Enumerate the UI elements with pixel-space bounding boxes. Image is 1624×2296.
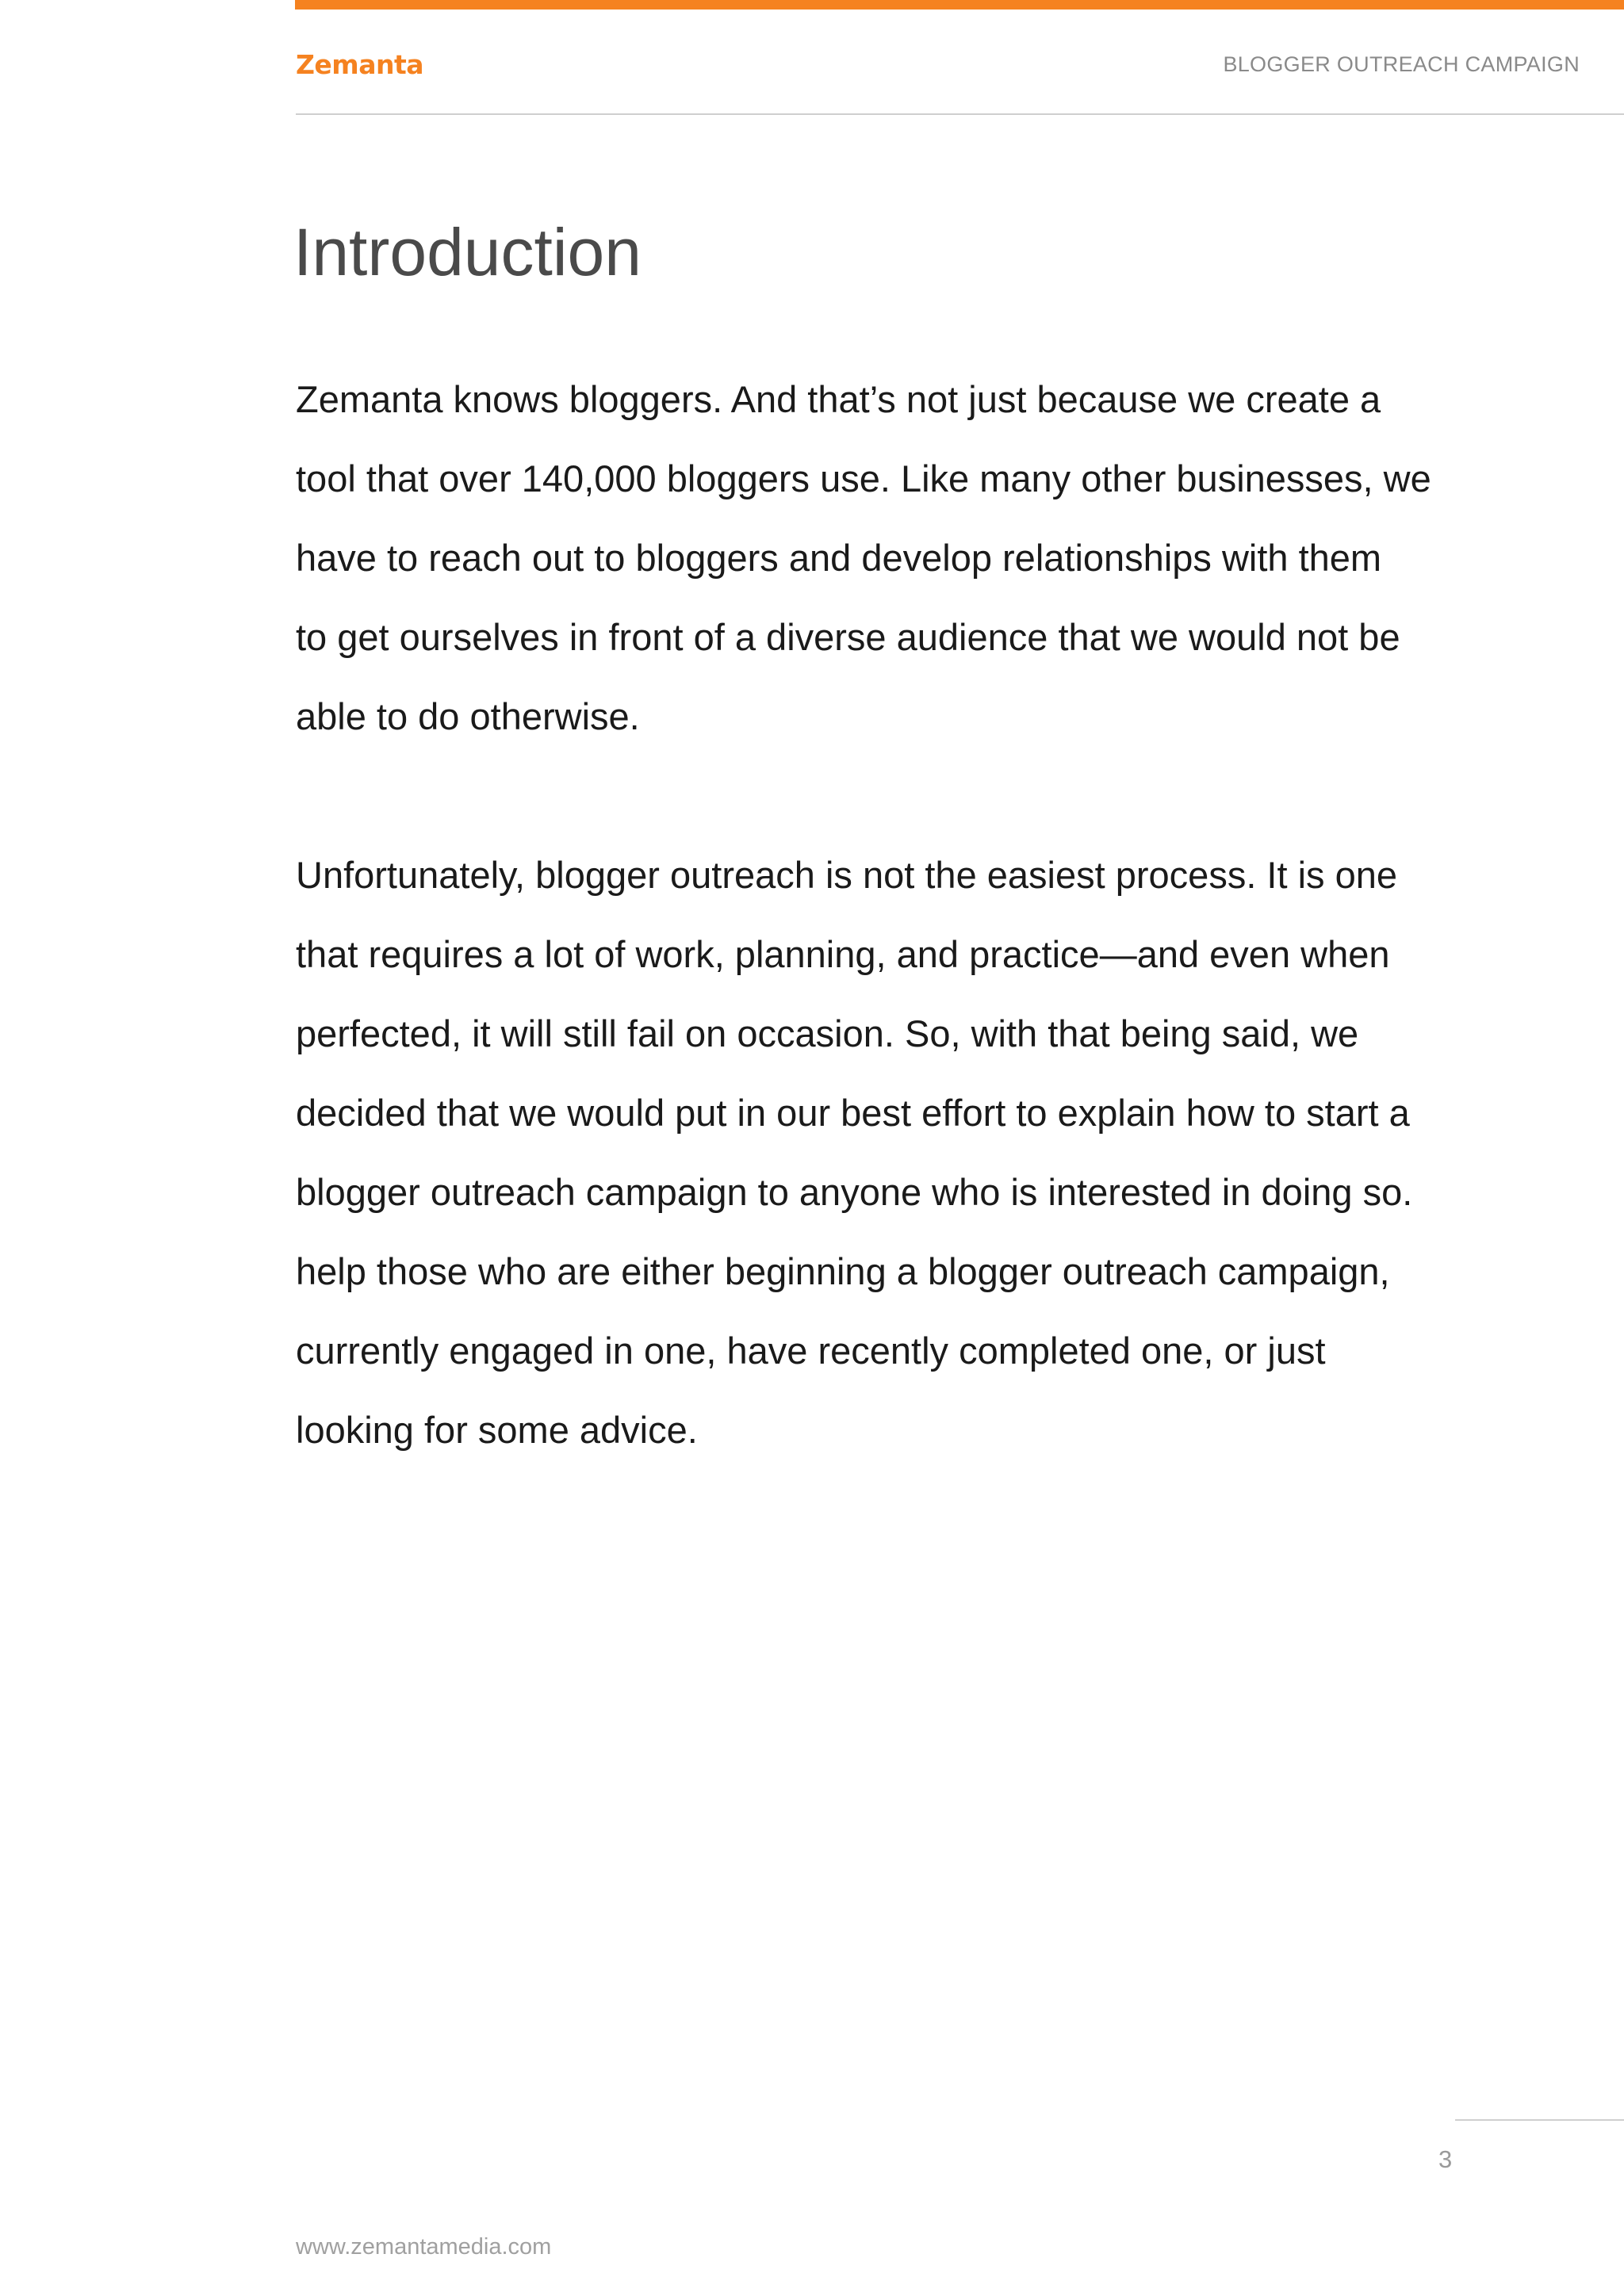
paragraph-line: decided that we would put in our best effort to explain how to start a [296, 1092, 1410, 1134]
paragraph-line: able to do otherwise. [296, 695, 640, 737]
paragraph-line: perfected, it will still fail on occasion. So, with that being said, we [296, 1012, 1359, 1054]
intro-paragraph-1 [296, 360, 1549, 756]
brand-logo-text: Zemanta [296, 49, 424, 80]
paragraph-line: to get ourselves in front of a diverse audience that we would not be [296, 616, 1400, 658]
paragraph-line: currently engaged in one, have recently completed one, or just [296, 1330, 1326, 1372]
header-accent-bar [295, 0, 1624, 10]
paragraph-line: looking for some advice. [296, 1409, 698, 1451]
paragraph-line: that requires a lot of work, planning, and practice—and even when [296, 933, 1390, 975]
paragraph-line: tool that over 140,000 bloggers use. Like many other businesses, we [296, 457, 1431, 499]
paragraph-line: Unfortunately, blogger outreach is not the easiest process. It is one [296, 854, 1398, 896]
paragraph-line: Zemanta knows bloggers. And that’s not just because we create a [296, 378, 1381, 420]
page-title: Introduction [293, 215, 642, 289]
page-number: 3 [1438, 2145, 1453, 2173]
paragraph-line: help those who are either beginning a blogger outreach campaign, [296, 1250, 1390, 1292]
paragraph-line: have to reach out to bloggers and develop relationships with them [296, 537, 1382, 579]
document-label: BLOGGER OUTREACH CAMPAIGN [1223, 52, 1580, 76]
footer-divider [1455, 2119, 1624, 2121]
intro-paragraph-2 [296, 836, 1549, 1470]
header-divider [296, 113, 1624, 115]
paragraph-line: blogger outreach campaign to anyone who is interested in doing so. [296, 1171, 1413, 1213]
footer-url: www.zemantamedia.com [296, 2234, 552, 2260]
